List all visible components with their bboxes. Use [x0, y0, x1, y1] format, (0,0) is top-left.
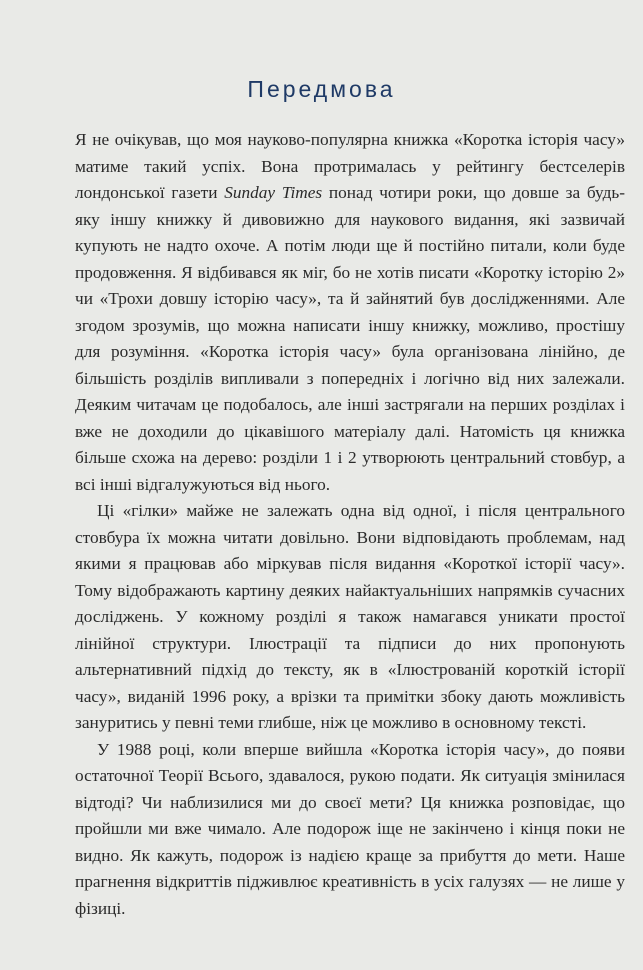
newspaper-name: Sunday Times: [224, 183, 323, 202]
chapter-title: Передмова: [247, 76, 396, 102]
paragraph-2: Ці «гілки» майже не залежать одна від одної, і після центрального стовбура їх можна читати довільно. Вони відповідають проблемам, над якими я працював або міркував після видання «Короткої історії часу». Тому відображають картину деяких найактуальніших напрямків сучасних досліджень. У кожному розділі я також намагався уникати простої лінійної структури. Ілюстрації та підписи до них пропонують альтернативний підхід до тексту, як в «Ілюстрованій короткій історії часу», виданій 1996 року, а врізки та примітки збоку дають можливість зануритись у певні теми глибше, ніж це можливо в основному тексті.: [75, 501, 625, 732]
paragraph-1-end: понад чотири роки, що довше за будь-яку іншу книжку й дивовижно для наукового видання, які зазвичай купують не надто охоче. А потім люди ще й постійно питали, коли буде продовження. Я відбивався як міг, бо не хотів писати «Коротку історію 2» чи «Трохи довшу історію часу», та й зайнятий був дослідженнями. Але згодом зрозумів, що можна написати іншу книжку, можливо, простішу для розуміння. «Коротка історія часу» була організована лінійно, де більшість розділів випливали з попередніх і логічно від них залежали. Деяким читачам це подобалось, але інші застрягали на перших розділах і вже не доходили до цікавішого матеріалу далі. Натомість ця книжка більше схожа на дерево: розділи 1 і 2 утворюють центральний стовбур, а всі інші відгалужуються від нього.: [75, 183, 625, 494]
paragraph-3: У 1988 році, коли вперше вийшла «Коротка історія часу», до появи остаточної Теорії Всього, здавалося, рукою подати. Як ситуація змінилася відтоді? Чи наблизилися ми до своєї мети? Ця книжка розповідає, що пройшли ми вже чимало. Але подорож іще не закінчено і кінця поки не видно. Як кажуть, подорож із надією краще за прибуття до мети. Наше прагнення відкриттів підживлює креативність в усіх галузях — не лише у фізиці.: [75, 739, 625, 918]
paragraph-1-start: Я не очікував, що моя науково-популярна книжка «Коротка історія часу» матиме такий успіх. Вона протрималась у рейтингу бестселерів лондонської газети: [75, 130, 625, 202]
body-text: [75, 127, 625, 922]
paragraph-1: [75, 127, 625, 498]
